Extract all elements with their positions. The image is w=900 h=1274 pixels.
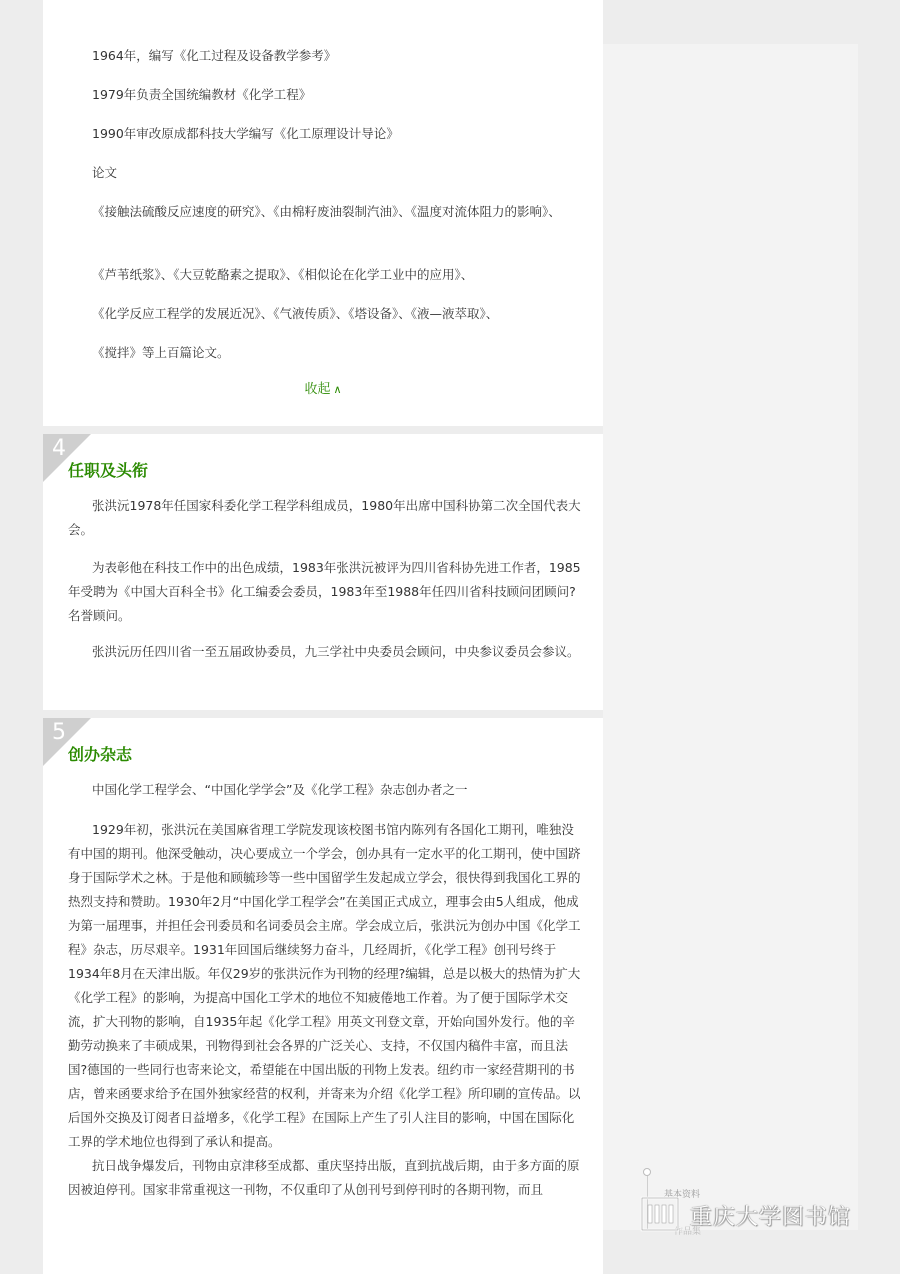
works-paragraph: 1964年，编写《化工过程及设备教学参考》 (92, 48, 337, 63)
sidebar-panel (603, 44, 858, 1230)
works-paragraph: 《化学反应工程学的发展近况》、《气液传质》、《塔设备》、《液—液萃取》、 (92, 306, 499, 321)
timeline-item-basic-info[interactable]: 基本资料 (664, 1190, 701, 1200)
section-title: 创办杂志 (68, 745, 133, 764)
section-number: 5 (52, 720, 66, 745)
section-paragraph: 中国化学工程学会、“中国化学学会”及《化学工程》杂志创办者之一 (92, 782, 468, 797)
watermark-text: 重庆大学图书馆 (690, 1205, 852, 1230)
works-card (43, 0, 603, 426)
works-paragraph: 《芦苇纸浆》、《大豆乾酪素之提取》、《相似论在化学工业中的应用》、 (92, 267, 474, 282)
section-card (43, 718, 603, 1274)
works-paragraph: 论文 (92, 165, 118, 180)
works-paragraph: 1979年负责全国统编教材《化学工程》 (92, 87, 312, 102)
section-paragraph: 张洪沅1978年任国家科委化学工程学科组成员，1980年出席中国科协第二次全国代表大会。 (68, 498, 581, 537)
works-paragraph: 《接触法硫酸反应速度的研究》、《由棉籽废油裂制汽油》、《温度对流体阻力的影响》、 (92, 204, 561, 219)
section-card (43, 434, 603, 710)
works-paragraph: 《搅拌》等上百篇论文。 (92, 345, 230, 360)
section-paragraph: 张洪沅历任四川省一至五届政协委员，九三学社中央委员会顾问，中央参议委员会参议。 (92, 644, 580, 659)
timeline-dot[interactable] (643, 1168, 651, 1176)
library-logo-icon (640, 1196, 680, 1232)
chevron-up-icon: ∧ (333, 383, 342, 396)
section-paragraph: 1929年初，张洪沅在美国麻省理工学院发现该校图书馆内陈列有各国化工期刊，唯独没有中国的期刊。他深受触动，决心要成立一个学会，创办具有一定水平的化工期刊，使中国跻身于国际学术之林。于是他和顾毓珍等一些中国留学生发起成立学会，很快得到我国化工界的热烈支持和赞助。1930年2月“中国化学工程学会”在美国正式成立，理事会由5人组成，他成为第一届理事，并担任会刊委员和名词委员会主席。学会成立后，张洪沅为创办中国《化学工程》杂志，历尽艰辛。1931年回国后继续努力奋斗，几经周折，《化学工程》创刊号终于1934年8月在天津出版。年仅29岁的张洪沅作为刊物的经理?编辑，总是以极大的热情为扩大《化学工程》的影响，为提高中国化工学术的地位不知疲倦地工作着。为了便于国际学术交流，扩大刊物的影响，自1935年起《化学工程》用英文刊登文章，开始向国外发行。他的辛勤劳动换来了丰硕成果，刊物得到社会各界的广泛关心、支持，不仅国内稿件丰富，而且法国?德国的一些同行也寄来论文，希望能在中国出版的刊物上发表。纽约市一家经营期刊的书店，曾来函要求给予在国外独家经营的权利，并寄来为介绍《化学工程》所印刷的宣传品。以后国外交换及订阅者日益增多，《化学工程》在国际上产生了引人注目的影响，中国在国际化工界的学术地位也得到了承认和提高。 (68, 822, 581, 1149)
collapse-button[interactable] (43, 378, 603, 397)
works-paragraph: 1990年审改原成都科技大学编写《化工原理设计导论》 (92, 126, 399, 141)
main-column (43, 0, 603, 1274)
section-title: 任职及头衔 (68, 461, 149, 480)
timeline-item-works[interactable]: 作品集 (674, 1227, 702, 1237)
section-paragraph: 为表彰他在科技工作中的出色成绩，1983年张洪沅被评为四川省科协先进工作者，1985年受聘为《中国大百科全书》化工编委会委员，1983年至1988年任四川省科技顾问团顾问?名誉顾问。 (68, 560, 581, 623)
collapse-label: 收起 (304, 382, 331, 397)
section-number: 4 (52, 436, 66, 461)
section-paragraph: 抗日战争爆发后，刊物由京津移至成都、重庆坚持出版，直到抗战后期，由于多方面的原因被迫停刊。国家非常重视这一刊物，不仅重印了从创刊号到停刊时的各期刊物，而且 (68, 1158, 580, 1197)
